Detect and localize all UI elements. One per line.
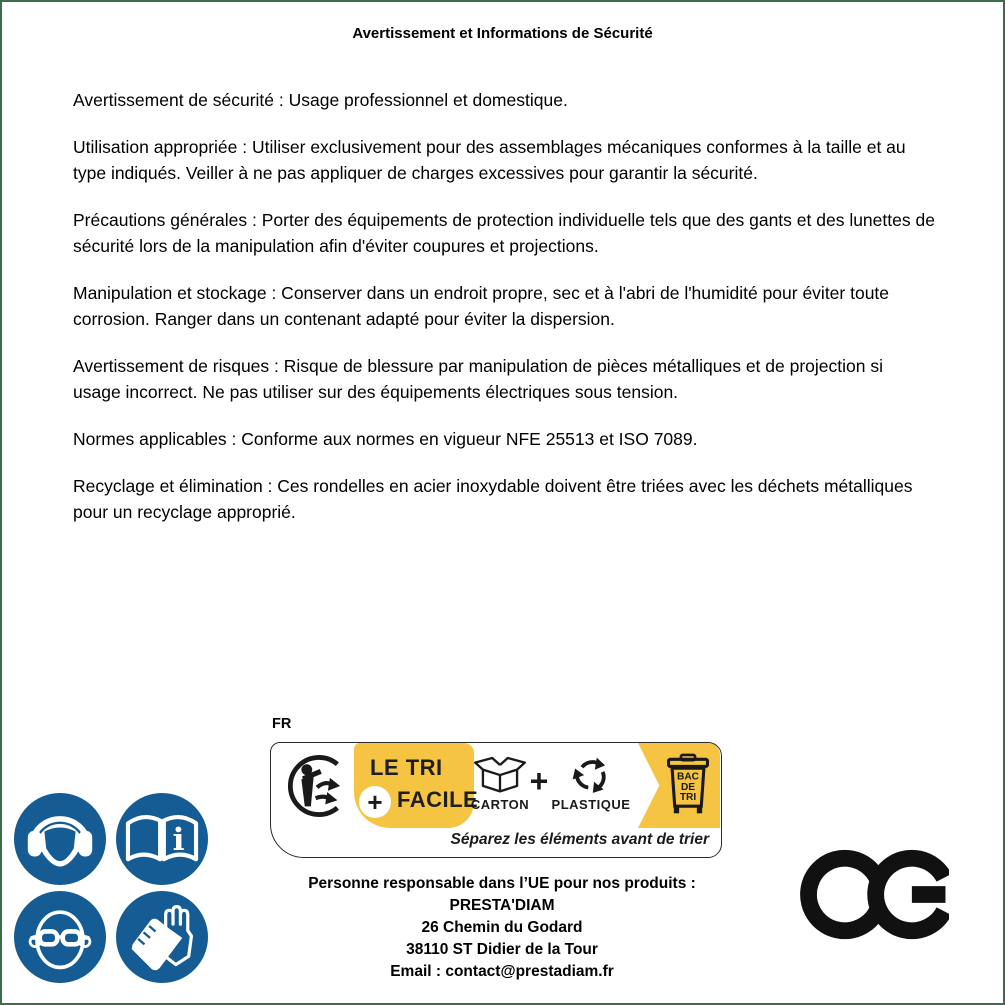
triman-icon: [283, 752, 351, 820]
bin-text-line2: DE: [680, 781, 696, 793]
triman-sorting-label: [270, 742, 722, 858]
bin-text-line3: TRI: [679, 792, 697, 804]
sorting-bin-icon: [665, 751, 711, 819]
ce-mark-icon: [797, 847, 949, 942]
responsible-party-block: [242, 873, 762, 983]
facile-text: FACILE: [397, 787, 479, 812]
plus-separator: +: [529, 763, 549, 799]
open-book-glyph: [116, 793, 208, 885]
page-title: Avertissement et Informations de Sécurité: [352, 25, 653, 42]
plastique-label: PLASTIQUE: [551, 797, 631, 812]
paragraph-recycling: Recyclage et élimination : Ces rondelles en acier inoxydable doivent être triées avec les déchets métalliques pour un recyclage approprié.: [73, 476, 913, 522]
ear-protection-glyph: [14, 793, 106, 885]
responsible-intro: Personne responsable dans l’UE pour nos produits :: [308, 875, 696, 892]
sorting-instruction: Séparez les éléments avant de trier: [450, 831, 709, 848]
paragraph-risk-warning: Avertissement de risques : Risque de blessure par manipulation de pièces métalliques et de projection si usage incorrect. Ne pas utiliser sur des équipements électriques sous tension.: [73, 356, 883, 402]
plastic-recycle-icon: [564, 750, 618, 796]
paragraph-general-precautions: Précautions générales : Porter des équipements de protection individuelle tels que des gants et des lunettes de sécurité lors de la manipulation afin d'éviter coupures et projections.: [73, 210, 935, 256]
responsible-email: Email : contact@prestadiam.fr: [390, 963, 614, 980]
read-manual-icon: [116, 793, 208, 885]
safety-text-block: [73, 87, 935, 546]
paragraph-appropriate-use: Utilisation appropriée : Utiliser exclusivement pour des assemblages mécaniques conformes à la taille et au type indiqués. Veiller à ne pas appliquer de charges excessives pour garantir la sécurité.: [73, 137, 906, 183]
responsible-company: PRESTA'DIAM: [449, 897, 555, 914]
paragraph-handling-storage: Manipulation et stockage : Conserver dans un endroit propre, sec et à l'abri de l'humidité pour éviter toute corrosion. Ranger dans un contenant adapté pour éviter la dispersion.: [73, 283, 890, 329]
le-tri-text: LE TRI: [370, 755, 443, 780]
wear-ear-protection-icon: [14, 793, 106, 885]
bin-text-line1: BAC: [676, 771, 700, 783]
wear-gloves-icon: [116, 891, 208, 983]
info-glyph: i: [172, 822, 185, 859]
wear-eye-protection-icon: [14, 891, 106, 983]
gloves-glyph: [116, 891, 208, 983]
carton-box-icon: [470, 751, 530, 796]
fr-country-code: FR: [272, 716, 292, 732]
paragraph-safety-warning: Avertissement de sécurité : Usage professionnel et domestique.: [73, 90, 568, 110]
goggles-glyph: [14, 891, 106, 983]
responsible-address1: 26 Chemin du Godard: [421, 919, 583, 936]
paragraph-standards: Normes applicables : Conforme aux normes en vigueur NFE 25513 et ISO 7089.: [73, 429, 698, 449]
responsible-address2: 38110 ST Didier de la Tour: [406, 941, 598, 958]
carton-label: CARTON: [470, 797, 530, 812]
plus-badge: +: [359, 786, 391, 818]
